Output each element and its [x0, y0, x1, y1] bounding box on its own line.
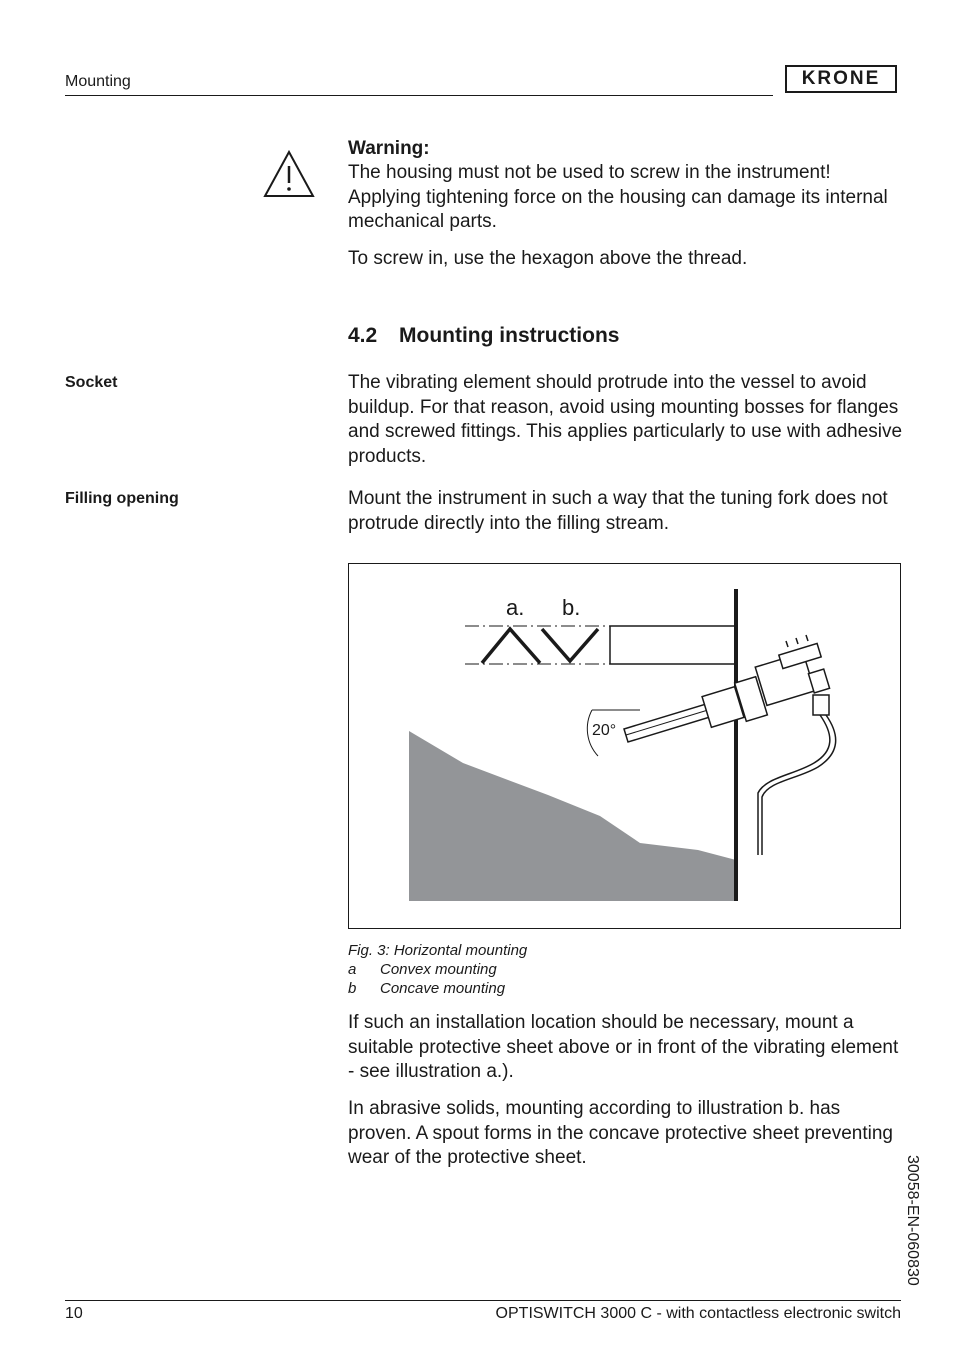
- horizontal-mounting-diagram: [348, 563, 901, 929]
- angle-label: 20°: [592, 722, 617, 739]
- convex-sheet: [482, 629, 540, 663]
- header-section-label: Mounting: [65, 73, 131, 90]
- document-code: 30058-EN-060830: [904, 1155, 921, 1286]
- legend-item: [348, 961, 497, 978]
- figure-caption: Fig. 3: Horizontal mounting: [348, 942, 528, 959]
- filling-inlet: [610, 626, 736, 664]
- concave-sheet: [542, 629, 598, 661]
- bulk-material: [409, 731, 736, 901]
- footer-title: OPTISWITCH 3000 C - with contactless electronic switch: [495, 1305, 901, 1322]
- page-number: 10: [65, 1305, 83, 1322]
- legend-item: [348, 980, 505, 997]
- figure-label-a: a.: [506, 595, 525, 620]
- socket-label: Socket: [65, 374, 118, 391]
- paragraph-abrasive-solids: In abrasive solids, mounting according to illustration b. has proven. A spout forms in the concave protective sheet preventing wear of the protective sheet.: [348, 1098, 893, 1168]
- section-title: Mounting instructions: [399, 324, 620, 347]
- legend-text: Concave mounting: [380, 980, 506, 997]
- filling-opening-text: Mount the instrument in such a way that the tuning fork does not protrude directly into the filling stream.: [348, 488, 888, 534]
- warning-text: The housing must not be used to screw in the instrument! Applying tightening force on the housing can damage its internal mechanical parts.: [348, 162, 888, 232]
- krohne-logo: [785, 65, 897, 93]
- paragraph-protective-sheet: If such an installation location should be necessary, mount a suitable protective sheet above or in front of the vibrating element - see illustration a.).: [348, 1012, 899, 1082]
- socket-text: The vibrating element should protrude into the vessel to avoid buildup. For that reason, avoid using mounting bosses for flanges and screwed fittings. This applies particularly to use with adhesive products.: [348, 372, 903, 467]
- legend-text: Convex mounting: [380, 961, 497, 978]
- warning-followup: To screw in, use the hexagon above the thread.: [348, 248, 748, 269]
- section-heading: [348, 324, 619, 348]
- figure-label-b: b.: [562, 595, 581, 620]
- legend-key: b: [348, 980, 357, 997]
- filling-opening-label: Filling opening: [65, 490, 179, 507]
- warning-icon: [262, 149, 316, 199]
- section-number: 4.2: [348, 324, 378, 347]
- header-rule: [65, 95, 773, 96]
- logo-text: KRONE: [801, 68, 881, 89]
- warning-title: Warning:: [348, 138, 430, 159]
- legend-key: a: [348, 961, 357, 978]
- footer-rule: [65, 1300, 901, 1301]
- instrument: [624, 635, 836, 855]
